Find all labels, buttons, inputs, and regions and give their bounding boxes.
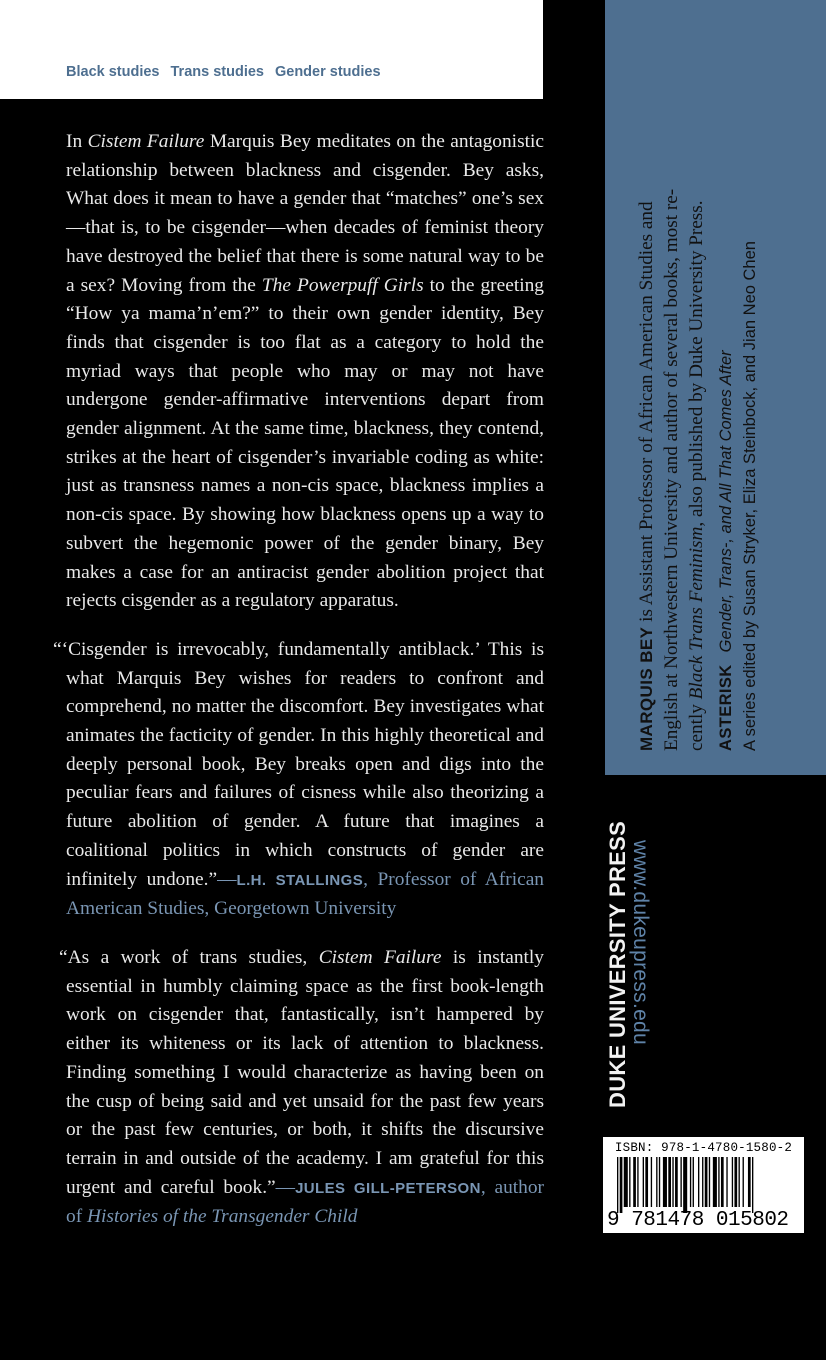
blurb-stallings-dash: — <box>217 868 237 890</box>
description-book-title: Cistem Failure <box>87 131 205 152</box>
subject-list <box>66 64 392 80</box>
author-name: MARQUIS BEY <box>637 626 656 751</box>
barcode-bar <box>734 1157 737 1207</box>
author-bio-line-3a: cently <box>686 699 707 751</box>
author-bio <box>634 20 709 751</box>
barcode-bar <box>633 1157 636 1207</box>
blurb-gp-text-2: is instantly essential in humbly claiming space as the first book-length work on cisgender that, fantastically, isn’t hampered by either its whiteness or its lack of attention to blackness. Finding something I would characterize as having been on the cusp of being said and yet unsaid for the past few years or the past few centuries, or both, it shifts the discursive terrain in and outside of the academy. I am grateful for this urgent and careful book.” <box>66 946 544 1198</box>
barcode-bar <box>739 1157 740 1207</box>
series-editors: A series edited by Susan Stryker, Eliza Steinbock, and Jian Neo Chen <box>741 241 759 751</box>
barcode-bar <box>683 1157 687 1213</box>
barcode-bar <box>698 1157 699 1207</box>
barcode-bar <box>726 1157 727 1207</box>
author-panel-rotated <box>605 0 826 775</box>
barcode-bar <box>690 1157 691 1207</box>
author-panel <box>605 0 826 775</box>
isbn-digits: 9 781478 015802 <box>607 1209 789 1232</box>
blurb-stallings-author: L.H. STALLINGS <box>236 871 364 889</box>
description-text-1: In <box>66 131 88 152</box>
barcode-bar <box>620 1157 623 1213</box>
series-label: ASTERISK <box>717 664 735 751</box>
subject-trans-studies: Trans studies <box>170 64 264 80</box>
barcode-bar <box>748 1157 751 1207</box>
barcode-bar <box>624 1157 628 1207</box>
blurb-gp-affiliation: , author of <box>66 1176 545 1228</box>
barcode-bar <box>732 1157 733 1207</box>
isbn-barcode <box>602 1136 805 1234</box>
publisher-url-block <box>614 840 654 1120</box>
blurb-gp-author-book: Histories of the Transgender Child <box>87 1206 358 1228</box>
barcode-bar <box>629 1157 630 1207</box>
barcode-bar <box>659 1157 660 1207</box>
author-prior-book: Black Trans Feminism <box>686 526 707 700</box>
barcode-bar <box>637 1157 638 1207</box>
author-bio-line-2: English at Northwestern University and author of several books, most re- <box>661 188 682 751</box>
description-text-3: to the greeting “How ya mama’n’em?” to their own gender identity, Bey finds that cisgender is too flat as a category to hold the myriad ways that people who may or may not have undergone gender-affirmative interventions depart from gender alignment. At the same time, blackness, they contend, strikes at the heart of cisgender’s invariable coding as white: just as transness names a non-cis space, blackness implies a non-cis space. By showing how blackness opens up a way to subvert the hegemonic power of the gender binary, Bey makes a case for an antiracist gender abolition project that rejects cisgender as a regulatory apparatus. <box>66 274 544 612</box>
barcode-bar <box>651 1157 652 1207</box>
blurb-gp-text-1: “As a work of trans studies, <box>59 946 319 968</box>
description-paragraph <box>66 128 544 616</box>
barcode-bar <box>617 1157 618 1213</box>
blurb-stallings <box>53 636 544 924</box>
barcode-bar <box>705 1157 708 1207</box>
blurb-gill-peterson <box>59 944 545 1232</box>
barcode-bar <box>721 1157 724 1207</box>
barcode-bar <box>645 1157 648 1207</box>
blurb-gp-dash: — <box>275 1176 296 1198</box>
barcode-bar <box>752 1157 753 1213</box>
barcode-bar <box>680 1157 681 1207</box>
barcode-bar <box>743 1157 744 1207</box>
blurb-gp-book-title: Cistem Failure <box>318 946 442 968</box>
publisher-name: DUKE UNIVERSITY PRESS <box>605 820 630 1108</box>
isbn-label: ISBN: 978-1-4780-1580-2 <box>614 1141 793 1155</box>
blurb-stallings-quote: “‘Cisgender is irrevocably, fundamentally antiblack.’ This is what Marquis Bey wishes for readers to confront and comprehend, no matter the discomfort. Bey investigates what animates the facticity of gender. In this highly theoretical and deeply personal book, Bey breaks open and digs into the peculiar fears and failures of cisness while also theorizing a future abolition of gender. A future that imagines a coalitional politics in which constructs of gender are infinitely undone.” <box>53 638 544 890</box>
barcode-bar <box>702 1157 703 1207</box>
barcode-bar <box>713 1157 717 1207</box>
publisher-url: www.dukeupress.edu <box>629 840 652 1046</box>
barcode-bar <box>663 1157 667 1207</box>
description-text-2: Marquis Bey meditates on the antagonistic relationship between blackness and cisgender. Bey asks, What does it mean to have a gender that “matches” one’s sex—that is, to be cisgender—when decades of feminist theory have destroyed the belief that there is some natural way to be a sex? Moving from the <box>66 131 544 296</box>
blurb-stallings-affiliation: , Professor of African American Studies, Georgetown University <box>66 868 544 920</box>
subject-bar <box>0 0 543 99</box>
barcode-bar <box>693 1157 694 1207</box>
barcode-bar <box>656 1157 657 1207</box>
barcode-bar <box>718 1157 719 1207</box>
series-title: Gender, Trans-, and All That Comes After <box>717 350 735 653</box>
subject-black-studies: Black studies <box>66 64 160 80</box>
series-info <box>714 20 762 751</box>
barcode-icon <box>617 1157 797 1213</box>
barcode-bar <box>675 1157 678 1207</box>
description-show-title: The Powerpuff Girls <box>261 274 424 296</box>
blurb-gp-author: JULES GILL-PETERSON <box>295 1179 481 1197</box>
back-cover-text <box>53 128 545 1232</box>
barcode-bar <box>668 1157 671 1207</box>
subject-gender-studies: Gender studies <box>274 64 381 80</box>
barcode-bar <box>672 1157 673 1207</box>
barcode-bar <box>709 1157 710 1207</box>
barcode-bar <box>643 1157 644 1207</box>
author-bio-line-1: is Assistant Professor of African American Studies and <box>636 201 657 627</box>
author-bio-line-3b: , also published by Duke University Press. <box>686 200 707 527</box>
